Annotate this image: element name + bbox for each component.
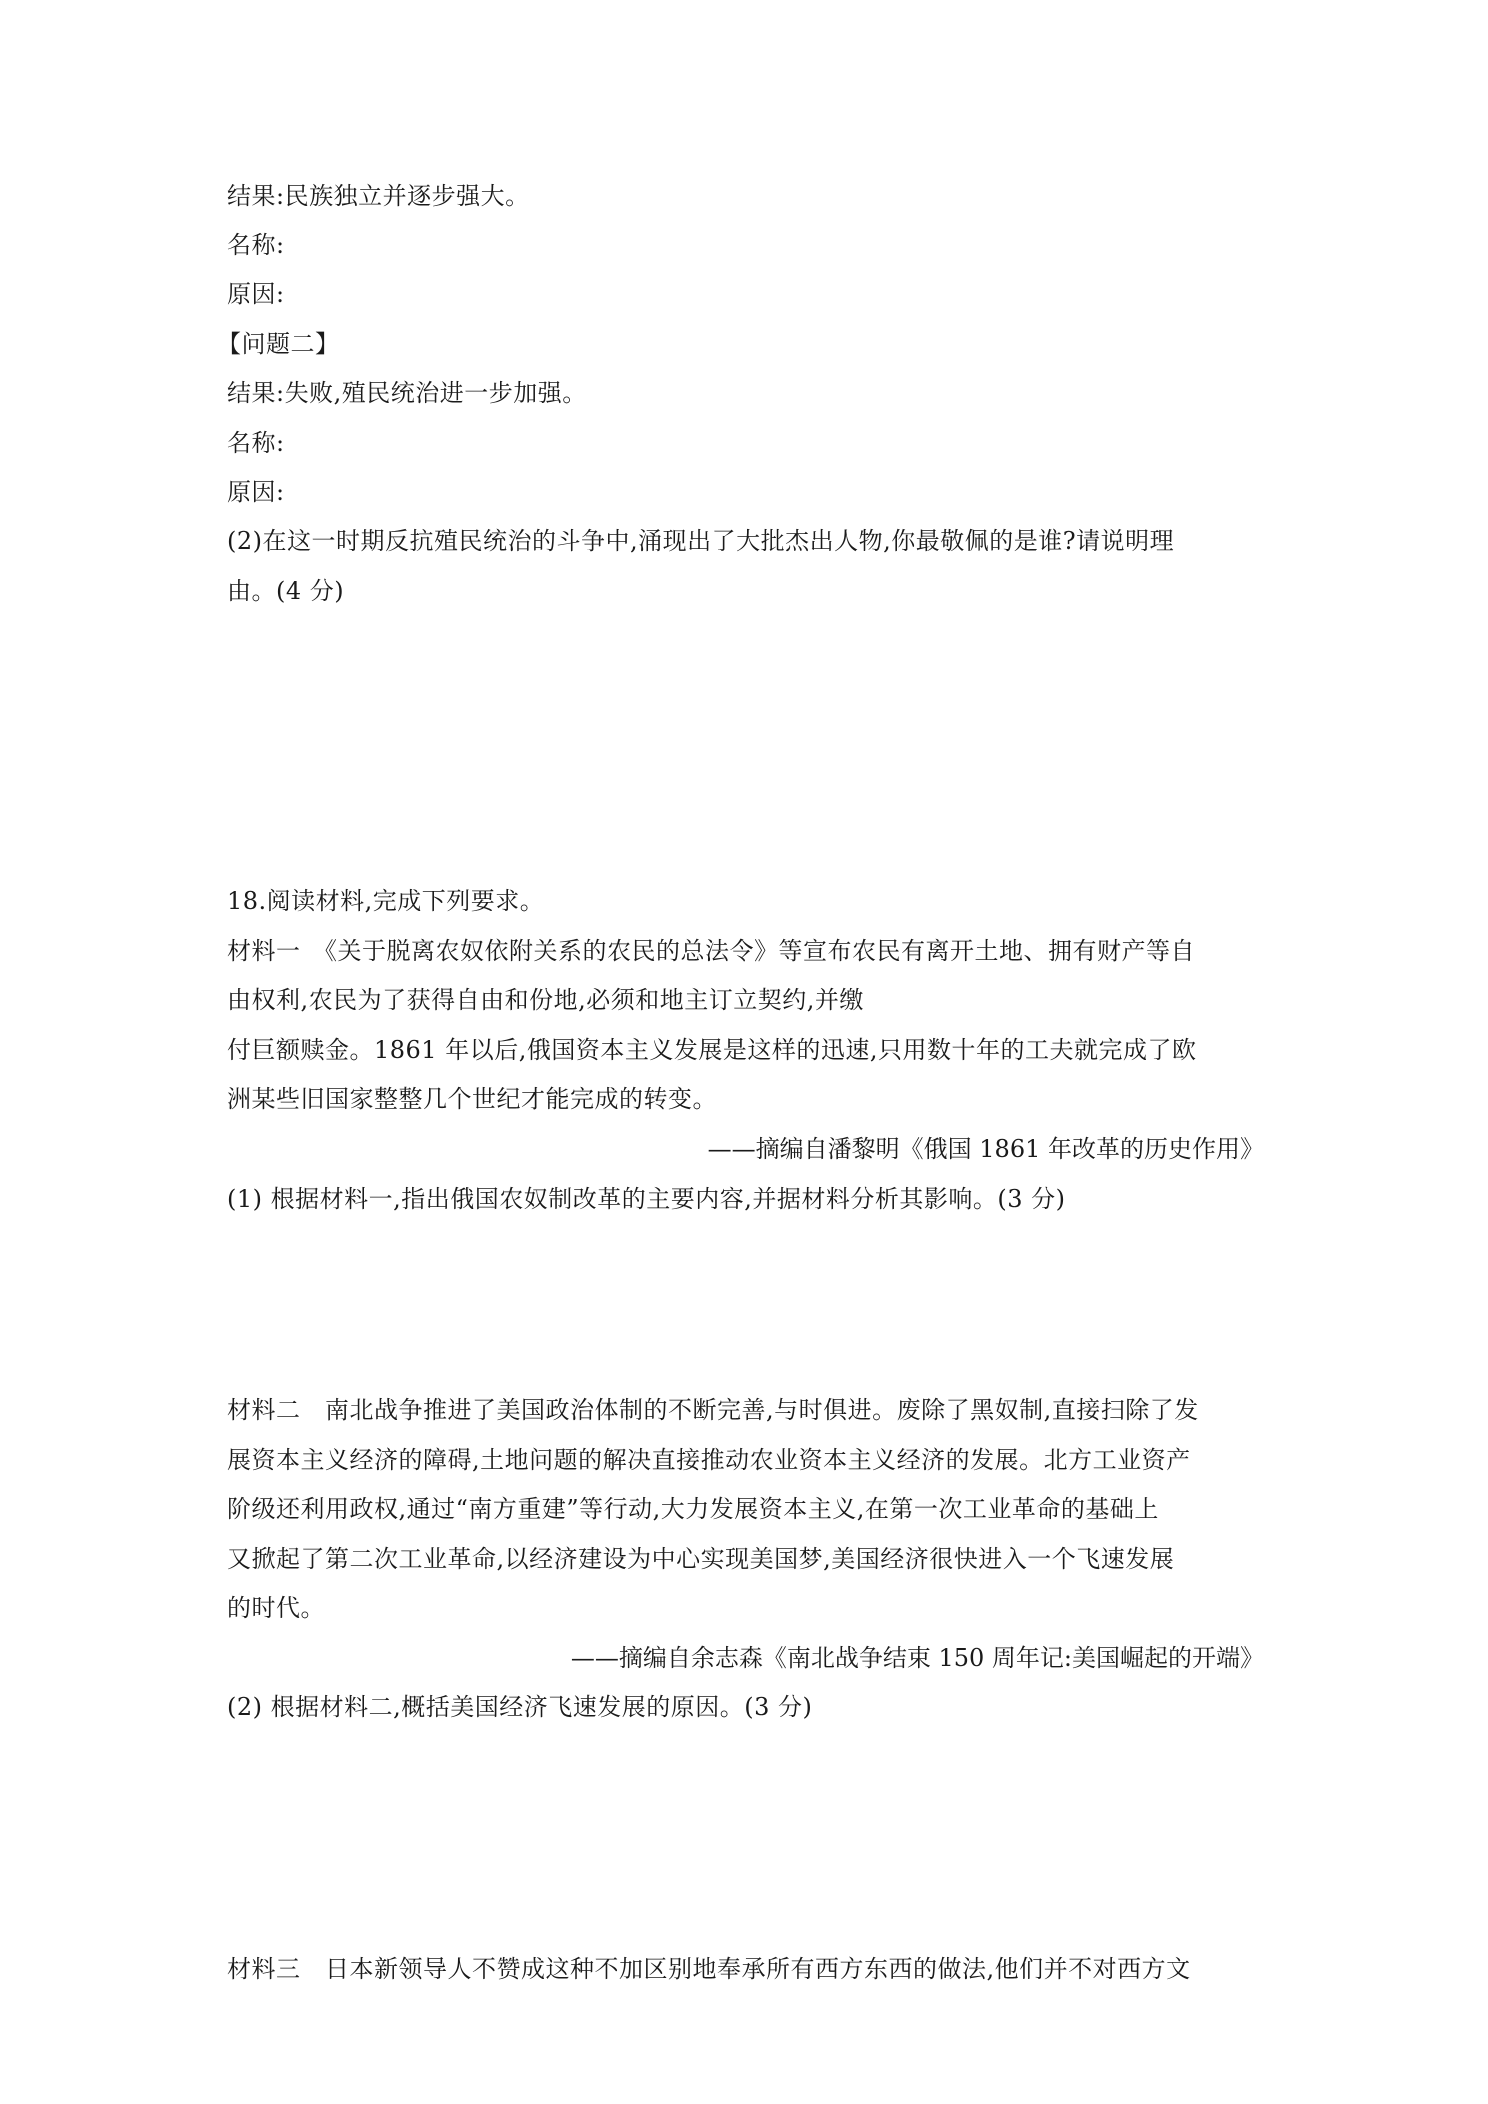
- material2-line-5: 的时代。: [227, 1594, 325, 1622]
- q1-result-b: 结果:失败,殖民统治进一步加强。: [227, 379, 587, 407]
- material2-line-2: 展资本主义经济的障碍,土地问题的解决直接推动农业资本主义经济的发展。北方工业资产: [227, 1446, 1191, 1474]
- material1-line-3: 付巨额赎金。1861 年以后,俄国资本主义发展是这样的迅速,只用数十年的工夫就完成了欧: [227, 1036, 1197, 1064]
- material1-source: ——摘编自潘黎明《俄国 1861 年改革的历史作用》: [707, 1135, 1264, 1163]
- material1-line-4: 洲某些旧国家整整几个世纪才能完成的转变。: [227, 1085, 717, 1113]
- q1-name-a: 名称:: [227, 231, 285, 259]
- material3-line-1: 材料三 日本新领导人不赞成这种不加区别地奉承所有西方东西的做法,他们并不对西方文: [227, 1955, 1191, 1983]
- material2-source: ——摘编自余志森《南北战争结束 150 周年记:美国崛起的开端》: [570, 1644, 1264, 1672]
- material1-line-2: 由权利,农民为了获得自由和份地,必须和地主订立契约,并缴: [227, 986, 864, 1014]
- material2-line-1: 材料二 南北战争推进了美国政治体制的不断完善,与时俱进。废除了黑奴制,直接扫除了发: [227, 1396, 1199, 1424]
- q2-line-2: 由。(4 分): [227, 577, 345, 605]
- material2-line-4: 又掀起了第二次工业革命,以经济建设为中心实现美国梦,美国经济很快进入一个飞速发展: [227, 1545, 1175, 1573]
- q1-name-b: 名称:: [227, 429, 285, 457]
- question-18-title: 18.阅读材料,完成下列要求。: [227, 887, 545, 915]
- material2-line-3: 阶级还利用政权,通过“南方重建”等行动,大力发展资本主义,在第一次工业革命的基础上: [227, 1495, 1159, 1523]
- q1-reason-a: 原因:: [227, 280, 285, 308]
- material2-question: (2) 根据材料二,概括美国经济飞速发展的原因。(3 分): [227, 1693, 813, 1721]
- q1-result-a: 结果:民族独立并逐步强大。: [227, 182, 530, 210]
- q1-reason-b: 原因:: [227, 478, 285, 506]
- problem-two-heading: 【问题二】: [217, 330, 340, 358]
- material1-line-1: 材料一 《关于脱离农奴依附关系的农民的总法令》等宣布农民有离开土地、拥有财产等自: [227, 937, 1195, 965]
- q2-line-1: (2)在这一时期反抗殖民统治的斗争中,涌现出了大批杰出人物,你最敬佩的是谁?请说明理: [227, 527, 1175, 555]
- material1-question: (1) 根据材料一,指出俄国农奴制改革的主要内容,并据材料分析其影响。(3 分): [227, 1185, 1066, 1213]
